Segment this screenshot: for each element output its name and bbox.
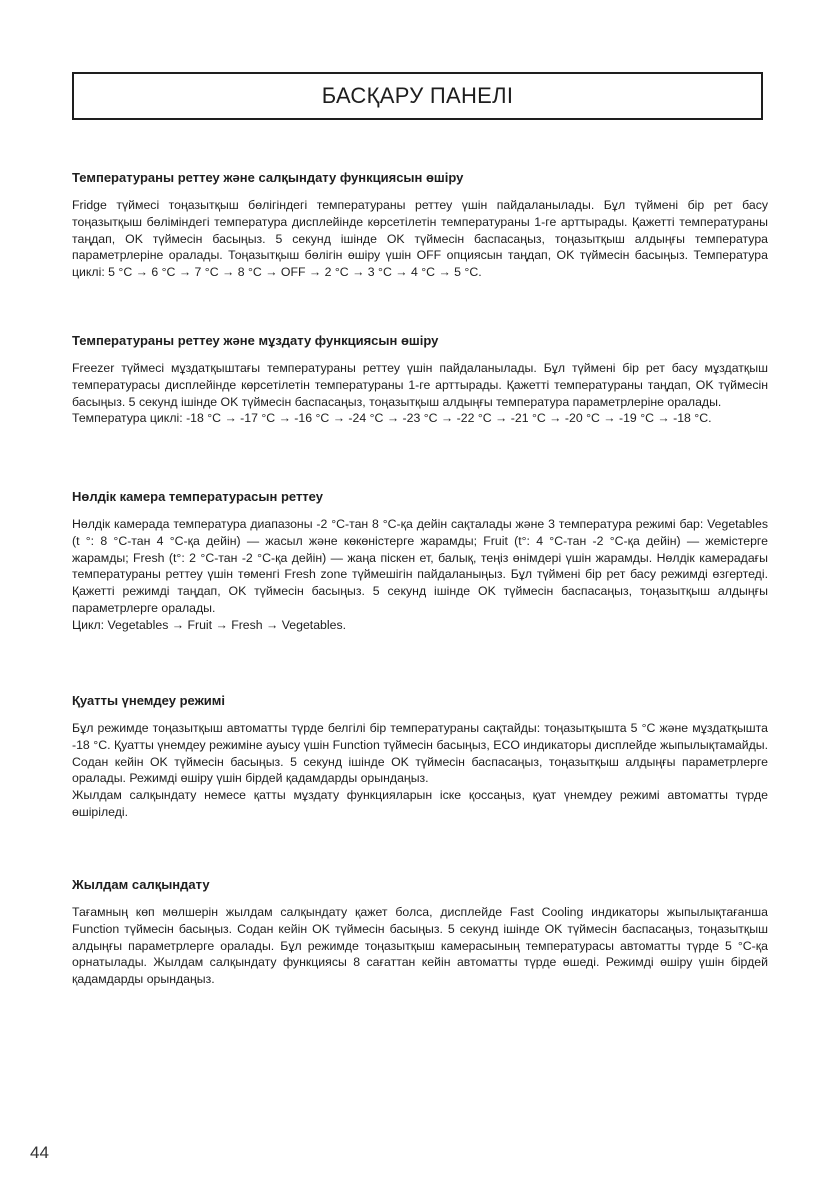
section-paragraph: Нөлдік камерада температура диапазоны -2 °C-тан 8 °C-қа дейін сақталады және 3 температура режимі бар: Vegetables (t °: 8 °C-тан 4 °C-қа дейін) — жасыл және көкөністерге жарамды; Fruit (t°: 4 °C-тан -2 °C-қа дейін) — жемістерге жарамды; Fresh (t°: 2 °C-тан -2 °C-қа дейін) — жаңа піскен ет, балық, теңіз өнімдері үшін жарамды. Нөлдік камерадағы температураны реттеу үшін төменгі Fresh zone түймешігін пайдаланыңыз. Бұл түймені бір рет басу режимді өзгертеді. Қажетті режимді таңдап, OK түймесін басыңыз. 5 секунд ішінде OK түймесін баспасаңыз, тоңазытқыш алдыңғы параметрлерге оралады. bbox=[72, 517, 768, 615]
section-heading: Нөлдік камера температурасын реттеу bbox=[72, 489, 323, 504]
page-title-box bbox=[72, 72, 763, 120]
section-paragraph: Fridge түймесі тоңазытқыш бөлігіндегі температураны реттеу үшін пайдаланылады. Бұл түймені бір рет басу тоңазытқыш бөліміндегі температура дисплейінде көрсетілетін температураны 1-ге арттырады. Қажетті температураны таңдап, OK түймесін басыңыз. 5 секунд ішінде OK түймесін баспасаңыз, тоңазытқыш алдыңғы температура параметрлеріне оралады. Тоңазытқыш бөлігін өшіру үшін OFF опциясын таңдап, OK түймесін басыңыз. Температура циклі: 5 °C → 6 °C → 7 °C → 8 °C → OFF → 2 °C → 3 °C → 4 °C → 5 °C. bbox=[72, 198, 768, 280]
page-number: 44 bbox=[30, 1143, 49, 1162]
section-heading: Температураны реттеу және мұздату функциясын өшіру bbox=[72, 333, 439, 348]
section-zero-chamber bbox=[72, 489, 768, 634]
section-paragraph: Freezer түймесі мұздатқыштағы температураны реттеу үшін пайдаланылады. Бұл түймені бір рет басу мұздатқыш температурасы дисплейінде көрсетілетін температураны 1-ге арттырады. Қажетті температураны таңдап, OK түймесін басыңыз. 5 секунд ішінде OK түймесін баспасаңыз, тоңазытқыш алдыңғы температура параметрлеріне оралады. bbox=[72, 361, 768, 409]
section-paragraph: Бұл режимде тоңазытқыш автоматты түрде белгілі бір температураны сақтайды: тоңазытқышта 5 °C және мұздатқышта -18 °C. Қуатты үнемдеу режиміне ауысу үшін Function түймесін басыңыз, ECO индикаторы дисплейде жыпылықтамайды. Содан кейін OK түймесін басыңыз. 5 секунд ішінде OK түймесін баспасаңыз, тоңазытқыш алдыңғы параметрлерге оралады. Режимді өшіру үшін бірдей қадамдарды орындаңыз. bbox=[72, 721, 768, 786]
section-paragraph: Тағамның көп мөлшерін жылдам салқындату қажет болса, дисплейде Fast Cooling индикаторы жыпылықтағанша Function түймесін басыңыз. Содан кейін OK түймесін басыңыз. 5 секунд ішінде OK түймесін баспасаңыз, тоңазытқыш алдыңғы параметрлерге оралады. Бұл режимде тоңазытқыш камерасының температурасы автоматты түрде 5 °C-қа орнатылады. Жылдам салқындату функциясы 8 сағаттан кейін автоматты түрде өшеді. Режимді өшіру үшін бірдей қадамдарды орындаңыз. bbox=[72, 905, 768, 987]
section-heading: Қуатты үнемдеу режимі bbox=[72, 693, 226, 708]
section-freezer-temperature bbox=[72, 333, 768, 427]
section-fast-cooling bbox=[72, 877, 768, 988]
section-heading: Жылдам салқындату bbox=[72, 877, 210, 892]
section-power-saving bbox=[72, 693, 768, 821]
section-paragraph: Жылдам салқындату немесе қатты мұздату функцияларын іске қоссаңыз, қуат үнемдеу режимі автоматты түрде өшіріледі. bbox=[72, 788, 768, 819]
section-heading: Температураны реттеу және салқындату функциясын өшіру bbox=[72, 170, 464, 185]
section-paragraph: Температура циклі: -18 °C → -17 °C → -16 °C → -24 °C → -23 °C → -22 °C → -21 °C → -20 °C → -19 °C → -18 °C. bbox=[72, 411, 712, 426]
section-paragraph: Цикл: Vegetables → Fruit → Fresh → Vegetables. bbox=[72, 617, 347, 632]
section-fridge-temperature bbox=[72, 170, 768, 281]
page-title: БАСҚАРУ ПАНЕЛІ bbox=[321, 83, 514, 108]
